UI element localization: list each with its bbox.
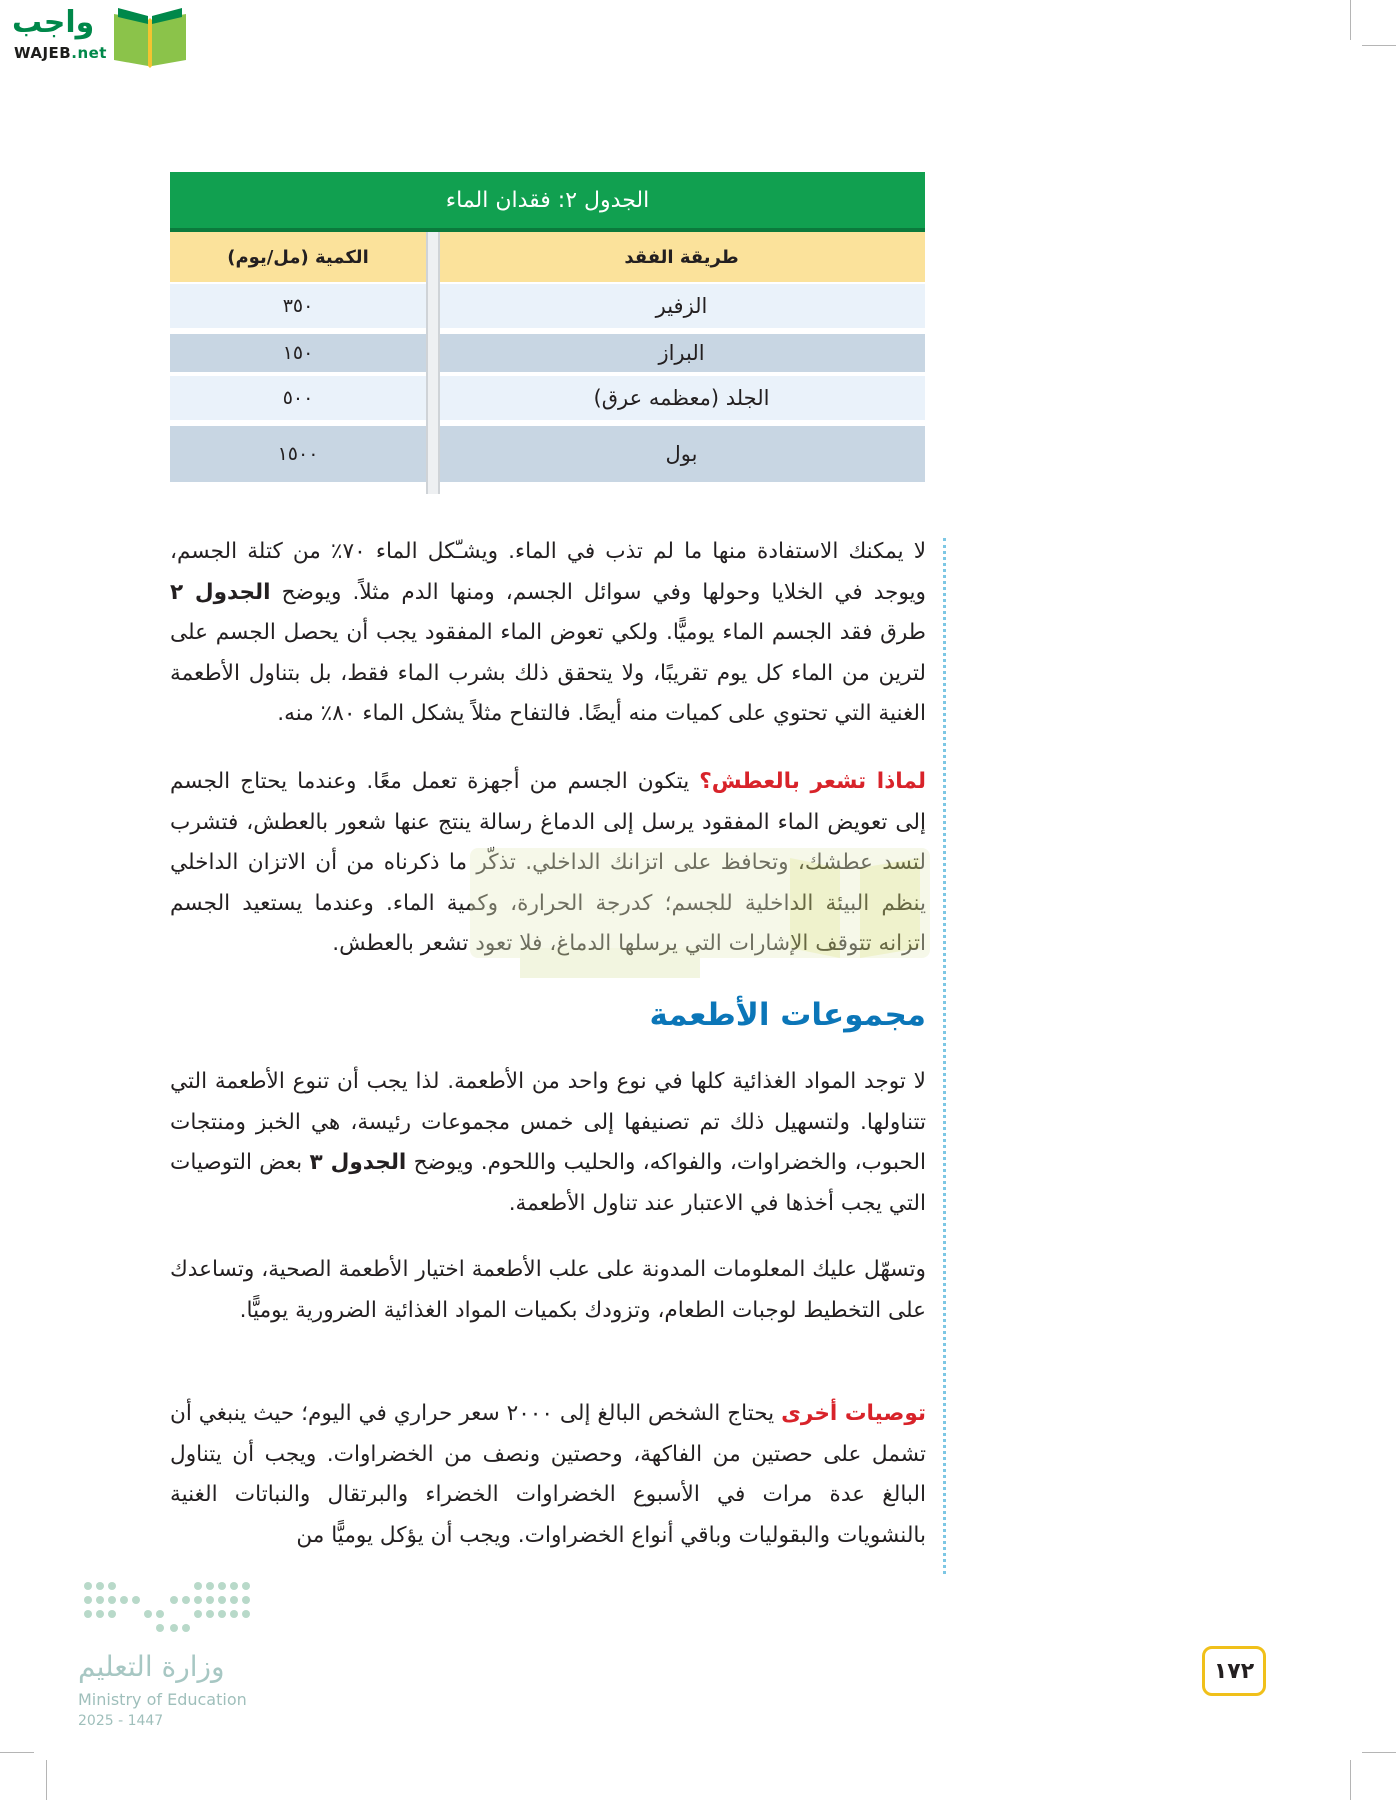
- table-row: [170, 376, 925, 420]
- thirst-question: لماذا تشعر بالعطش؟: [699, 769, 926, 794]
- water-loss-table: [170, 172, 925, 494]
- cell-amount: ٣٥٠: [282, 295, 314, 317]
- recommendations-lead: توصيات أخرى: [781, 1401, 926, 1426]
- margin-dotted-line: [943, 538, 946, 1574]
- crop-mark: [46, 1760, 47, 1800]
- crop-mark: [1350, 1760, 1351, 1800]
- paragraph-labels: وتسهّل عليك المعلومات المدونة على علب الأطعمة اختيار الأطعمة الصحية، وتساعدك على التخطيط لوجبات الطعام، وتزودك بكميات المواد الغذائية الضرورية يوميًّا.: [170, 1257, 926, 1323]
- table-row: [170, 334, 925, 372]
- crop-mark: [1362, 1752, 1396, 1753]
- col-header-amount: الكمية (مل/يوم): [170, 232, 426, 282]
- cell-method: بول: [665, 442, 698, 466]
- ministry-arabic-name: وزارة التعليم: [78, 1650, 225, 1683]
- col-header-method: طريقة الفقد: [438, 232, 925, 282]
- wajeb-logo[interactable]: [10, 4, 192, 70]
- cell-method: البراز: [658, 341, 705, 365]
- book-icon: [110, 4, 190, 70]
- crop-mark: [1350, 0, 1351, 40]
- crop-mark: [0, 1752, 34, 1753]
- academic-year: 2025 - 1447: [78, 1713, 164, 1729]
- dots-pattern-icon: [78, 1578, 258, 1638]
- table-row: [170, 426, 925, 482]
- paragraph-food-groups: لا توجد المواد الغذائية كلها في نوع واحد من الأطعمة. لذا يجب أن تنوع الأطعمة التي تتناولها. ولتسهيل ذلك تم تصنيفها إلى خمس مجموعات رئيسة، هي الخبز ومنتجات الحبوب، والخضراوات، والفواكه، والحليب واللحوم. ويوضح الجدول ٣ بعض التوصيات التي يجب أخذها في الاعتبار عند تناول الأطعمة.: [170, 1069, 926, 1216]
- ministry-of-education-logo: [70, 1578, 270, 1738]
- crop-mark: [1362, 45, 1396, 46]
- paragraph-recommendations: توصيات أخرى يحتاج الشخص البالغ إلى ٢٠٠٠ سعر حراري في اليوم؛ حيث ينبغي أن تشمل على حصتين من الفاكهة، وحصتين ونصف من الخضراوات. ويجب أن يتناول البالغ عدة مرات في الأسبوع الخضراوات الخضراء والبرتقال والنباتات الغنية بالنشويات والبقوليات وباقي أنواع الخضراوات. ويجب أن يؤكل يوميًّا من: [170, 1401, 926, 1548]
- cell-method: الزفير: [655, 294, 708, 318]
- cell-amount: ٥٠٠: [282, 387, 314, 409]
- cell-amount: ١٥٠٠: [277, 443, 319, 465]
- table-row: [170, 284, 925, 328]
- column-divider: [426, 232, 440, 494]
- cell-method: الجلد (معظمه عرق): [593, 386, 770, 410]
- page-number: ١٧٢: [1202, 1646, 1266, 1696]
- table-ref: الجدول ٣: [309, 1150, 407, 1175]
- ministry-english-name: Ministry of Education: [78, 1690, 247, 1709]
- table-title: الجدول ٢: فقدان الماء: [170, 172, 925, 232]
- cell-amount: ١٥٠: [282, 342, 314, 364]
- paragraph-water: لا يمكنك الاستفادة منها ما لم تذب في الماء. ويشـّكل الماء ٧٠٪ من كتلة الجسم، ويوجد في الخلايا وحولها وفي سوائل الجسم، ومنها الدم مثلاً. ويوضح الجدول ٢ طرق فقد الجسم الماء يوميًّا. ولكي تعوض الماء المفقود يجب أن يحصل الجسم على لترين من الماء كل يوم تقريبًا، ولا يتحقق ذلك بشرب الماء فقط، بل بتناول الأطعمة الغنية التي تحتوي على كميات منه أيضًا. فالتفاح مثلاً يشكل الماء ٨٠٪ منه.: [170, 539, 927, 726]
- paragraph-thirst: لماذا تشعر بالعطش؟ يتكون الجسم من أجهزة تعمل معًا. وعندما يحتاج الجسم إلى تعويض الماء المفقود يرسل إلى الدماغ رسالة ينتج عنها شعور بالعطش، فتشرب لتسد عطشك، وتحافظ على اتزانك الداخلي. تذكّر ما ذكرناه من أن الاتزان الداخلي ينظم البيئة الداخلية للجسم؛ كدرجة الحرارة، وكمية الماء. وعندما يستعيد الجسم اتزانه تتوقف الإشارات التي يرسلها الدماغ، فلا تعود تشعر بالعطش.: [170, 769, 926, 956]
- logo-english-text: WAJEB.net: [14, 44, 107, 62]
- table-ref: الجدول ٢: [170, 579, 271, 605]
- logo-arabic-text: واجب: [12, 5, 95, 40]
- section-heading: مجموعات الأطعمة: [649, 997, 926, 1033]
